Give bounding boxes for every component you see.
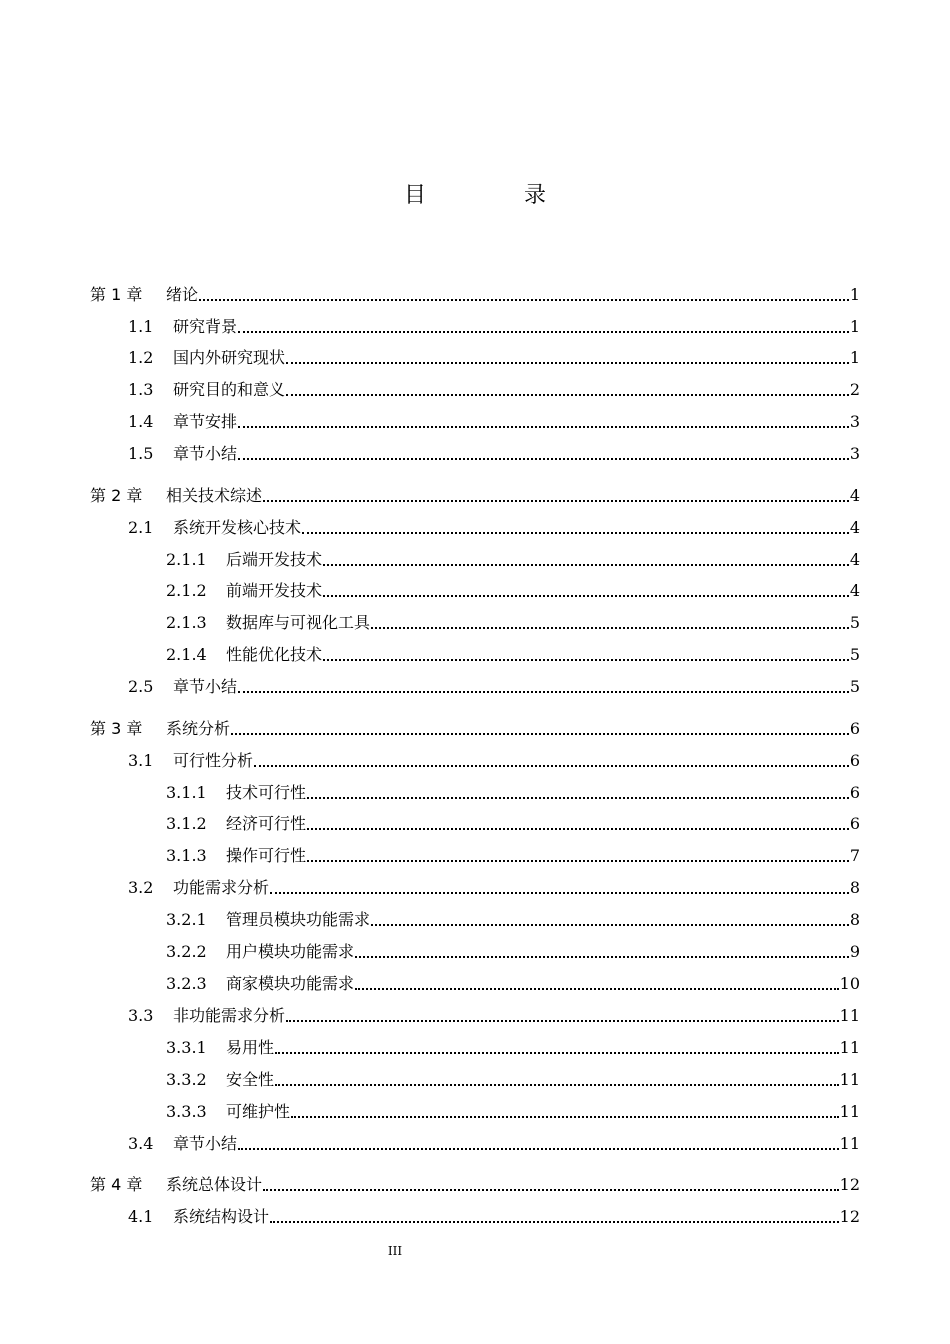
toc-entry-number: 2.1.3 — [166, 613, 207, 632]
toc-leader-dots — [307, 827, 849, 830]
toc-entry-number: 第 3 章 — [90, 719, 143, 738]
toc-entry-label: 可行性分析 — [173, 751, 254, 770]
toc-leader-dots — [371, 626, 849, 629]
toc-entry-page: 6 — [849, 751, 860, 770]
toc-leader-dots — [231, 732, 849, 735]
toc-entry-number: 1.1 — [128, 317, 154, 336]
toc-entry-number: 3.3 — [128, 1006, 154, 1025]
toc-entry-page: 11 — [839, 1038, 860, 1057]
toc-entry-label: 章节小结 — [173, 444, 238, 463]
toc-entry-number: 1.4 — [128, 412, 154, 431]
toc-entry-page: 6 — [849, 719, 860, 738]
toc-leader-dots — [286, 1019, 839, 1022]
toc-entry-number: 第 2 章 — [90, 486, 143, 505]
toc-entry-label: 商家模块功能需求 — [226, 974, 355, 993]
toc-entry-label: 非功能需求分析 — [173, 1006, 286, 1025]
toc-entry[interactable] — [166, 908, 860, 932]
toc-entry[interactable] — [128, 315, 860, 339]
toc-leader-dots — [275, 1051, 839, 1054]
toc-entry-page: 1 — [849, 348, 860, 367]
toc-entry[interactable] — [128, 1205, 860, 1229]
toc-entry[interactable] — [128, 876, 860, 900]
toc-entry[interactable] — [166, 643, 860, 667]
toc-entry-label: 章节小结 — [173, 677, 238, 696]
toc-entry-number: 1.5 — [128, 444, 154, 463]
toc-entry-label: 系统分析 — [166, 719, 231, 738]
toc-entry-page: 5 — [849, 677, 860, 696]
toc-leader-dots — [371, 923, 849, 926]
toc-entry-page: 3 — [849, 412, 860, 431]
toc-leader-dots — [275, 1083, 839, 1086]
toc-entry[interactable] — [128, 378, 860, 402]
toc-leader-dots — [307, 796, 849, 799]
toc-entry-label: 系统总体设计 — [166, 1175, 263, 1194]
toc-entry-page: 10 — [839, 974, 860, 993]
page-title: 目 录 — [403, 183, 584, 208]
toc-entry-number: 3.2.1 — [166, 910, 207, 929]
toc-entry-label: 研究目的和意义 — [173, 380, 286, 399]
toc-leader-dots — [355, 987, 839, 990]
toc-entry-label: 功能需求分析 — [173, 878, 270, 897]
toc-entry-page: 11 — [839, 1134, 860, 1153]
toc-entry[interactable] — [166, 1068, 860, 1092]
toc-entry-page: 12 — [839, 1207, 860, 1226]
toc-leader-dots — [254, 764, 849, 767]
toc-entry-number: 2.1.1 — [166, 550, 207, 569]
toc-entry[interactable] — [128, 442, 860, 466]
toc-entry[interactable] — [166, 1036, 860, 1060]
toc-leader-dots — [199, 298, 849, 301]
toc-entry-label: 操作可行性 — [226, 846, 307, 865]
toc-entry-number: 3.4 — [128, 1134, 154, 1153]
toc-entry[interactable] — [128, 675, 860, 699]
toc-entry[interactable] — [90, 283, 860, 307]
toc-leader-dots — [238, 330, 849, 333]
page-number-footer: III — [387, 1244, 403, 1258]
toc-entry[interactable] — [166, 781, 860, 805]
toc-entry-number: 2.5 — [128, 677, 154, 696]
toc-entry-label: 后端开发技术 — [226, 550, 323, 569]
toc-entry[interactable] — [128, 749, 860, 773]
toc-leader-dots — [238, 1147, 839, 1150]
toc-entry-label: 易用性 — [226, 1038, 275, 1057]
toc-entry-page: 9 — [849, 942, 860, 961]
toc-entry-label: 安全性 — [226, 1070, 275, 1089]
toc-entry-number: 第 4 章 — [90, 1175, 143, 1194]
toc-entry[interactable] — [128, 346, 860, 370]
toc-entry[interactable] — [166, 1100, 860, 1124]
toc-entry-label: 可维护性 — [226, 1102, 291, 1121]
toc-entry-page: 1 — [849, 285, 860, 304]
toc-entry-label: 章节安排 — [173, 412, 238, 431]
toc-leader-dots — [302, 531, 849, 534]
toc-entry-label: 系统开发核心技术 — [173, 518, 302, 537]
toc-entry-label: 绪论 — [166, 285, 199, 304]
toc-entry-number: 1.2 — [128, 348, 154, 367]
toc-entry-page: 4 — [849, 486, 860, 505]
toc-entry-number: 3.3.1 — [166, 1038, 207, 1057]
toc-entry[interactable] — [90, 1173, 860, 1197]
toc-entry-page: 4 — [849, 518, 860, 537]
toc-entry[interactable] — [166, 972, 860, 996]
toc-entry[interactable] — [166, 940, 860, 964]
toc-entry[interactable] — [166, 611, 860, 635]
toc-entry-number: 3.1 — [128, 751, 154, 770]
toc-entry-label: 技术可行性 — [226, 783, 307, 802]
toc-entry-page: 12 — [839, 1175, 860, 1194]
toc-entry-page: 3 — [849, 444, 860, 463]
toc-entry[interactable] — [166, 579, 860, 603]
toc-entry-label: 用户模块功能需求 — [226, 942, 355, 961]
toc-entry-number: 3.3.2 — [166, 1070, 207, 1089]
toc-leader-dots — [238, 690, 849, 693]
toc-entry-number: 3.1.1 — [166, 783, 207, 802]
toc-entry-number: 2.1 — [128, 518, 154, 537]
toc-entry-number: 4.1 — [128, 1207, 154, 1226]
toc-entry-number: 2.1.2 — [166, 581, 207, 600]
toc-entry[interactable] — [166, 844, 860, 868]
toc-entry[interactable] — [90, 484, 860, 508]
toc-entry[interactable] — [128, 1004, 860, 1028]
toc-leader-dots — [238, 425, 849, 428]
toc-entry-page: 6 — [849, 783, 860, 802]
toc-entry-number: 3.3.3 — [166, 1102, 207, 1121]
toc-entry-label: 相关技术综述 — [166, 486, 263, 505]
toc-leader-dots — [270, 1220, 839, 1223]
toc-entry[interactable] — [90, 717, 860, 741]
toc-entry[interactable] — [128, 516, 860, 540]
toc-leader-dots — [307, 859, 849, 862]
toc-entry-label: 前端开发技术 — [226, 581, 323, 600]
toc-entry-number: 3.2.2 — [166, 942, 207, 961]
toc-leader-dots — [291, 1115, 839, 1118]
toc-entry-page: 5 — [849, 613, 860, 632]
toc-entry-label: 研究背景 — [173, 317, 238, 336]
toc-entry-page: 8 — [849, 878, 860, 897]
toc-leader-dots — [263, 499, 849, 502]
toc-entry[interactable] — [128, 1132, 860, 1156]
toc-entry-page: 11 — [839, 1102, 860, 1121]
toc-entry-label: 经济可行性 — [226, 814, 307, 833]
toc-entry-page: 4 — [849, 581, 860, 600]
toc-leader-dots — [270, 891, 849, 894]
toc-entry-page: 2 — [849, 380, 860, 399]
toc-leader-dots — [286, 393, 849, 396]
toc-entry-label: 国内外研究现状 — [173, 348, 286, 367]
toc-entry-label: 性能优化技术 — [226, 645, 323, 664]
toc-entry-page: 6 — [849, 814, 860, 833]
toc-entry-label: 数据库与可视化工具 — [226, 613, 371, 632]
toc-entry-number: 3.2 — [128, 878, 154, 897]
toc-entry-label: 系统结构设计 — [173, 1207, 270, 1226]
toc-leader-dots — [323, 594, 849, 597]
toc-entry[interactable] — [166, 548, 860, 572]
toc-entry-page: 5 — [849, 645, 860, 664]
toc-leader-dots — [323, 658, 849, 661]
toc-entry-page: 11 — [839, 1006, 860, 1025]
toc-entry-page: 8 — [849, 910, 860, 929]
toc-entry-number: 3.1.3 — [166, 846, 207, 865]
toc-entry-page: 4 — [849, 550, 860, 569]
toc-entry-number: 3.2.3 — [166, 974, 207, 993]
toc-entry[interactable] — [166, 812, 860, 836]
toc-leader-dots — [263, 1188, 839, 1191]
toc-leader-dots — [355, 955, 849, 958]
toc-entry[interactable] — [128, 410, 860, 434]
toc-entry-number: 2.1.4 — [166, 645, 207, 664]
toc-entry-page: 7 — [849, 846, 860, 865]
toc-entry-number: 3.1.2 — [166, 814, 207, 833]
toc-leader-dots — [323, 563, 849, 566]
toc-entry-page: 11 — [839, 1070, 860, 1089]
toc-leader-dots — [238, 457, 849, 460]
toc-entry-label: 管理员模块功能需求 — [226, 910, 371, 929]
toc-entry-number: 1.3 — [128, 380, 154, 399]
toc-entry-label: 章节小结 — [173, 1134, 238, 1153]
toc-entry-page: 1 — [849, 317, 860, 336]
toc-entry-number: 第 1 章 — [90, 285, 143, 304]
toc-leader-dots — [286, 361, 849, 364]
